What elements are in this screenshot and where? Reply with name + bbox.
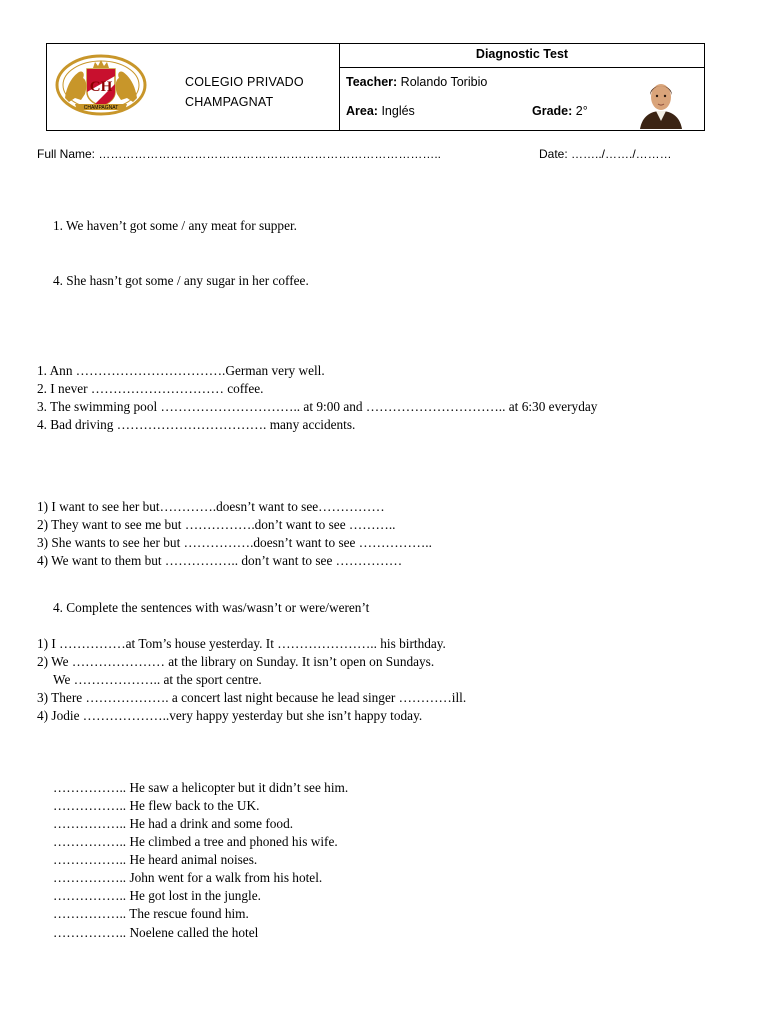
grade-label: Grade:	[532, 104, 573, 118]
section4-item-2b: We ……………….. at the sport centre.	[53, 672, 262, 687]
section3-item-1: 1) I want to see her but………….doesn’t want to see……………	[37, 499, 385, 514]
grade-row	[532, 104, 588, 118]
section4-item-3: 3) There ………………. a concert last night because he lead singer …………ill.	[37, 690, 467, 705]
school-name-line1: COLEGIO PRIVADO	[185, 75, 304, 89]
section3-item-2: 2) They want to see me but …………….don’t want to see ………..	[37, 517, 396, 532]
school-cell	[47, 44, 340, 130]
school-name-line2: CHAMPAGNAT	[185, 95, 274, 109]
grade-value: 2°	[575, 104, 588, 118]
teacher-row	[346, 75, 487, 89]
section5-item: …………….. Noelene called the hotel	[53, 925, 259, 940]
section2-item-4: 4. Bad driving ……………………………. many accidents.	[37, 417, 356, 432]
area-row	[346, 104, 415, 118]
test-info-cell	[340, 44, 704, 130]
section4-item-4: 4) Jodie ………………..very happy yesterday but she isn’t happy today.	[37, 708, 423, 723]
school-name	[185, 72, 304, 112]
section4-item-1: 1) I ……………at Tom’s house yesterday. It ………………….. his birthday.	[37, 636, 446, 651]
area-value: Inglés	[381, 104, 415, 118]
section3-item-3: 3) She wants to see her but …………….doesn’t want to see ……………..	[37, 535, 432, 550]
section3-item-4: 4) We want to them but …………….. don’t want to see ……………	[37, 553, 403, 568]
logo-initials: CH	[89, 79, 113, 95]
school-logo-icon	[55, 54, 147, 116]
section4-item-2: 2) We ………………… at the library on Sunday. It isn’t open on Sundays.	[37, 654, 435, 669]
section5-item: …………….. John went for a walk from his hotel.	[53, 870, 323, 885]
date-field[interactable]: Date: ……../……./………	[539, 147, 672, 161]
section5-item: …………….. He saw a helicopter but it didn’t see him.	[53, 780, 349, 795]
teacher-value: Rolando Toribio	[400, 75, 488, 89]
section5-item: …………….. He climbed a tree and phoned his wife.	[53, 834, 338, 849]
header-table	[46, 43, 705, 131]
logo-banner-text: CHAMPAGNAT	[83, 105, 119, 111]
test-title: Diagnostic Test	[340, 44, 704, 68]
section2-item-1: 1. Ann …………………………….German very well.	[37, 363, 325, 378]
full-name-field[interactable]: Full Name: …………………………………………………………………………..	[37, 147, 442, 161]
founder-portrait-icon	[636, 77, 686, 129]
section5-item: …………….. He heard animal noises.	[53, 852, 258, 867]
section5-item: …………….. He flew back to the UK.	[53, 798, 260, 813]
section5-item: …………….. The rescue found him.	[53, 906, 249, 921]
area-label: Area:	[346, 104, 378, 118]
section1-item-1: 1. We haven’t got some / any meat for supper.	[53, 218, 298, 233]
section4-title: 4. Complete the sentences with was/wasn’t or were/weren’t	[53, 600, 370, 615]
section1-item-4: 4. She hasn’t got some / any sugar in her coffee.	[53, 273, 309, 288]
section5-item: …………….. He had a drink and some food.	[53, 816, 294, 831]
section2-item-3: 3. The swimming pool ………………………….. at 9:00 and ………………………….. at 6:30 everyday	[37, 399, 598, 414]
teacher-label: Teacher:	[346, 75, 398, 89]
section5-item: …………….. He got lost in the jungle.	[53, 888, 261, 903]
section2-item-2: 2. I never ………………………… coffee.	[37, 381, 264, 396]
